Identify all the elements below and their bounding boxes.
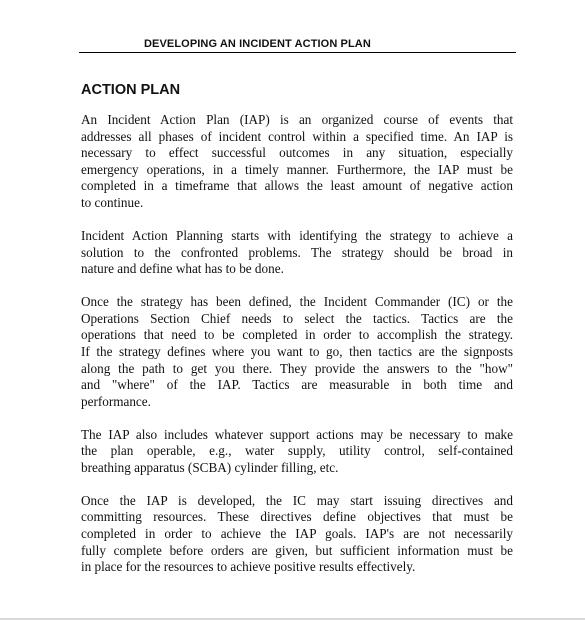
header-rule (79, 52, 516, 53)
text-line: in place for the resources to achieve positive results effectively. (81, 559, 416, 575)
text-line: Once the strategy has been defined, the Incident Commander (IC) or the (81, 294, 513, 310)
text-line: fully complete before orders are given, but sufficient information must be (81, 542, 513, 558)
text-line: The IAP also includes whatever support actions may be necessary to make (81, 426, 513, 442)
text-line: Incident Action Planning starts with identifying the strategy to achieve a (81, 227, 513, 243)
text-line: and "where" of the IAP. Tactics are measurable in both time and (81, 377, 513, 393)
body-text (81, 112, 513, 592)
section-title: ACTION PLAN (81, 82, 181, 98)
paragraph-1 (81, 112, 513, 212)
text-line: operations that need to be completed in order to accomplish the strategy. (81, 327, 513, 343)
text-line: completed in order to achieve the IAP goals. IAP's are not necessarily (81, 526, 513, 542)
text-line: to continue. (81, 194, 144, 210)
text-line: Operations Section Chief needs to select the tactics. Tactics are the (81, 310, 513, 326)
text-line: the plan operable, e.g., water supply, utility control, self-contained (81, 443, 513, 459)
text-line: If the strategy defines where you want to go, then tactics are the signposts (81, 343, 513, 359)
running-header: DEVELOPING AN INCIDENT ACTION PLAN (144, 38, 371, 50)
text-line: Once the IAP is developed, the IC may start issuing directives and (81, 492, 513, 508)
text-line: solution to the confronted problems. The strategy should be broad in (81, 244, 513, 260)
text-line: addresses all phases of incident control within a specified time. An IAP is (81, 128, 513, 144)
paragraph-4 (81, 427, 513, 477)
text-line: necessary to effect successful outcomes in any situation, especially (81, 145, 513, 161)
paragraph-5 (81, 493, 513, 576)
text-line: performance. (81, 393, 151, 409)
text-line: completed in a timeframe that allows the least amount of negative action (81, 178, 513, 194)
text-line: emergency operations, in a timely manner. Furthermore, the IAP must be (81, 161, 513, 177)
paragraph-2 (81, 228, 513, 278)
text-line: An Incident Action Plan (IAP) is an organized course of events that (81, 112, 513, 127)
paragraph-3 (81, 294, 513, 410)
text-line: committing resources. These directives define objectives that must be (81, 509, 513, 525)
text-line: along the path to get you there. They provide the answers to the "how" (81, 360, 513, 376)
text-line: nature and define what has to be done. (81, 261, 284, 277)
text-line: breathing apparatus (SCBA) cylinder filling, etc. (81, 459, 339, 475)
